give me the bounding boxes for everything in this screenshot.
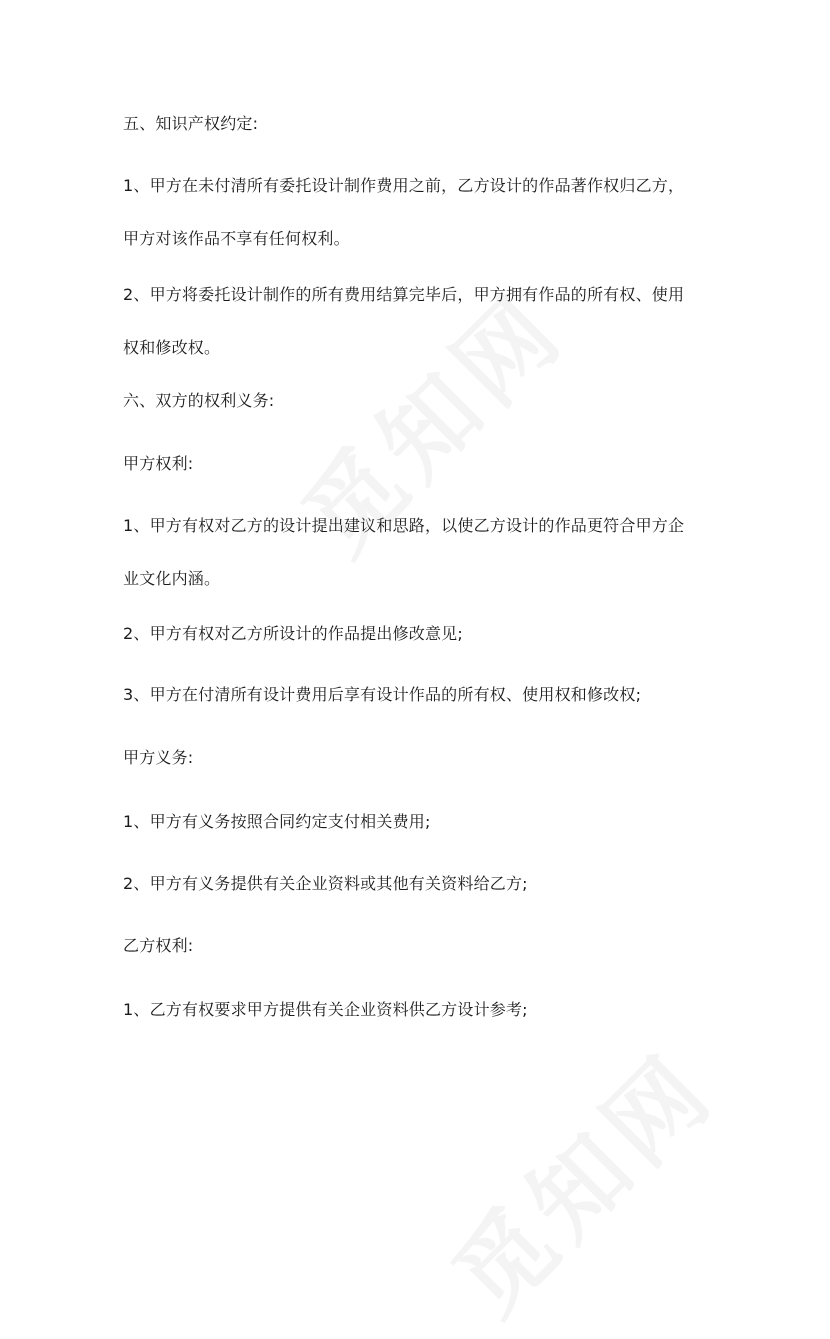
text-line: 2、甲方有义务提供有关企业资料或其他有关资料给乙方;: [123, 874, 528, 893]
clause-paragraph: [123, 857, 723, 910]
text-line: 1、乙方有权要求甲方提供有关企业资料供乙方设计参考;: [123, 1000, 528, 1019]
watermark: [418, 1018, 740, 1339]
text-line: 甲方对该作品不享有任何权利。: [123, 229, 350, 248]
clause-paragraph: [123, 795, 723, 848]
text-line: 2、甲方有权对乙方所设计的作品提出修改意见;: [123, 624, 463, 643]
clause-paragraph: [123, 668, 723, 721]
subheading-party-a-obligations: [123, 731, 723, 784]
text-line: 业文化内涵。: [123, 569, 221, 588]
clause-paragraph: [123, 268, 723, 374]
text-line: 1、甲方有义务按照合同约定支付相关费用;: [123, 812, 431, 831]
text-line: 2、甲方将委托设计制作的所有费用结算完毕后，甲方拥有作品的所有权、使用: [123, 285, 685, 304]
clause-paragraph: [123, 159, 723, 265]
text-line: 六、双方的权利义务:: [123, 391, 275, 410]
text-line: 3、甲方在付清所有设计费用后享有设计作品的所有权、使用权和修改权;: [123, 685, 642, 704]
clause-paragraph: [123, 499, 723, 605]
clause-paragraph: [123, 983, 723, 1036]
subheading-party-b-rights: [123, 919, 723, 972]
section-heading-intellectual-property: [123, 97, 723, 150]
text-line: 甲方权利:: [123, 454, 194, 473]
text-line: 1、甲方在未付清所有委托设计制作费用之前，乙方设计的作品著作权归乙方，: [123, 176, 685, 195]
text-line: 甲方义务:: [123, 748, 194, 767]
text-line: 乙方权利:: [123, 936, 194, 955]
text-line: 权和修改权。: [123, 338, 221, 357]
clause-paragraph: [123, 607, 723, 660]
text-line: 1、甲方有权对乙方的设计提出建议和思路，以使乙方设计的作品更符合甲方企: [123, 516, 685, 535]
subheading-party-a-rights: [123, 437, 723, 490]
section-heading-rights-obligations: [123, 374, 723, 427]
text-line: 五、知识产权约定:: [123, 114, 259, 133]
